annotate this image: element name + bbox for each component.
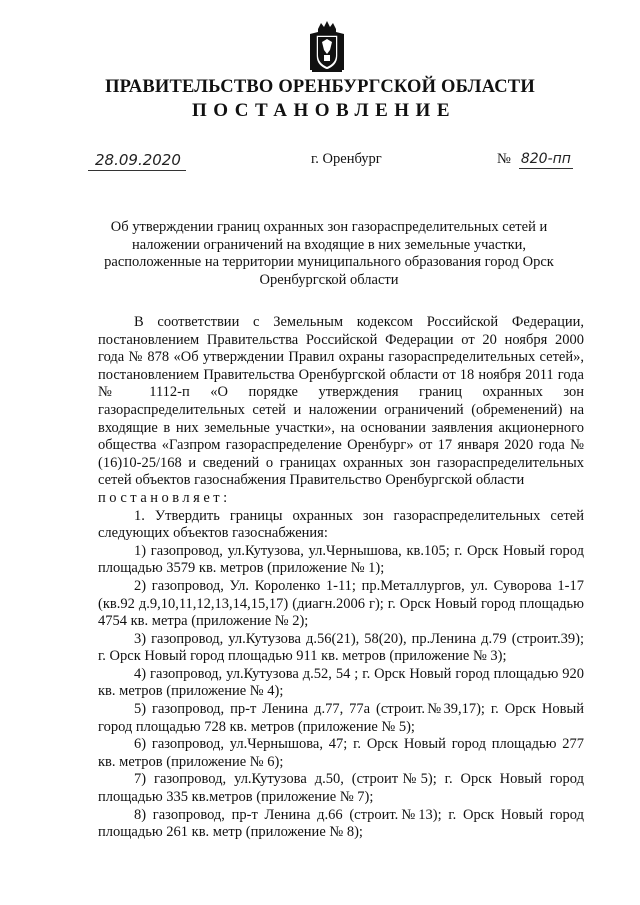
resolves-line <box>98 490 584 508</box>
preamble-paragraph: В соответствии с Земельным кодексом Российской Федерации, постановлением Правительства Российской Федерации от 20 ноября 2000 года № 878 «Об утверждении Правил охраны газораспределительных сетей», постановлением Правительства Оренбургской области от 18 ноября 2011 года № 1112-п «О порядке утверждения границ охранных зон газораспределительных сетей и наложении ограничений (обременений) на входящие в них земельные участки», на основании заявления акционерного общества «Газпром газораспределение Оренбург» от 17 января 2020 года № (16)10-25/168 и сведений о границах охранных зон газораспределительных сетей объектов газоснабжения Правительство Оренбургской области <box>98 314 584 489</box>
list-item: 4) газопровод, ул.Кутузова д.52, 54 ; г. Орск Новый город площадью 920 кв. метров (приложение № 4); <box>98 665 584 700</box>
document-city: г. Оренбург <box>311 151 382 167</box>
authority-title: ПРАВИТЕЛЬСТВО ОРЕНБУРГСКОЙ ОБЛАСТИ <box>105 77 535 97</box>
list-item: 3) газопровод, ул.Кутузова д.56(21), 58(20), пр.Ленина д.79 (строит.39); г. Орск Новый город площадью 911 кв. метров (приложение № 3); <box>98 630 584 665</box>
list-item: 7) газопровод, ул.Кутузова д.50, (строит№5); г. Орск Новый город площадью 335 кв.метров (приложение № 7); <box>98 771 584 806</box>
document-number <box>497 151 573 169</box>
date-underline <box>88 170 186 171</box>
point-1-paragraph: 1. Утвердить границы охранных зон газораспределительных сетей следующих объектов газоснабжения: <box>98 507 584 542</box>
document-type: ПОСТАНОВЛЕНИЕ <box>191 100 457 121</box>
document-body <box>98 314 584 842</box>
list-item: 6) газопровод, ул.Чернышова, 47; г. Орск Новый город площадью 277 кв. метров (приложение № 6); <box>98 736 584 770</box>
list-item: 5) газопровод, пр-т Ленина д.77, 77а (строит.№39,17); г. Орск Новый город площадью 728 кв. метров (приложение № 5); <box>98 701 584 735</box>
document-subject: Об утверждении границ охранных зон газораспределительных сетей и наложении ограничений на входящие в них земельные участки, расположенные на территории муниципального образования город Орск Оренбургской области <box>104 219 554 288</box>
list-item: 2) газопровод, Ул. Короленко 1-11; пр.Металлургов, ул. Суворова 1-17 (кв.92 д.9,10,11,12,13,14,15,17) (диагн.2006 г); г. Орск Новый город площадью 4754 кв. метра (приложение № 2); <box>98 577 584 630</box>
document-date: 28.09.2020 <box>95 151 181 169</box>
number-value: 820-пп <box>520 151 571 167</box>
coat-of-arms-icon <box>304 20 350 74</box>
number-sign: № <box>497 151 511 167</box>
list-item: 1) газопровод, ул.Кутузова, ул.Чернышова, кв.105; г. Орск Новый город площадью 3579 кв. метров (приложение № 1); <box>98 542 584 577</box>
list-item: 8) газопровод, пр-т Ленина д.66 (строит.№13); г. Орск Новый город площадью 261 кв. метр (приложение № 8); <box>98 806 584 841</box>
resolves-word: постановляет: <box>98 489 231 506</box>
